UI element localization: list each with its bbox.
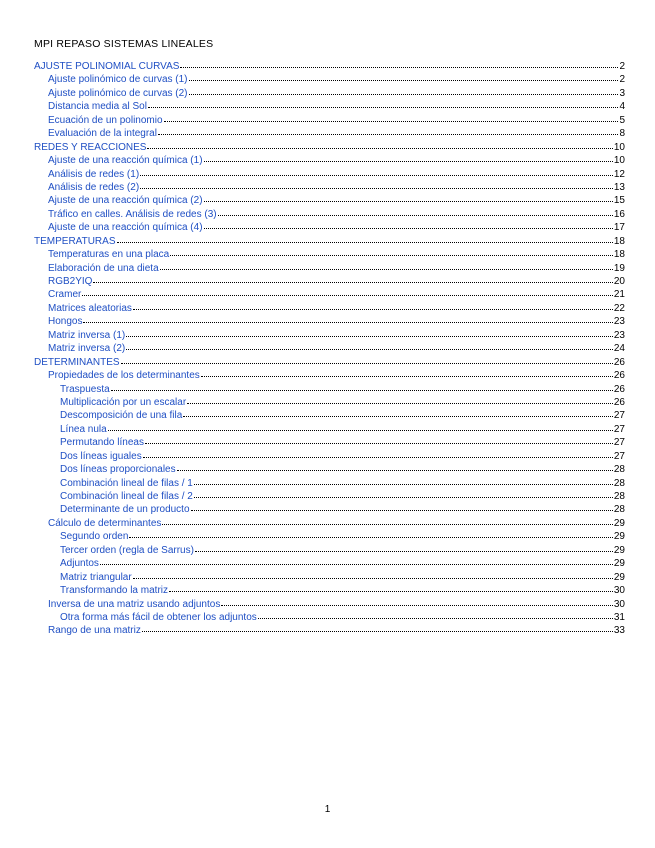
- toc-entry-page: 8: [619, 128, 625, 140]
- toc-dot-leader: [121, 354, 613, 364]
- toc-dot-leader: [204, 192, 613, 202]
- toc-entry-title[interactable]: Análisis de redes (1): [48, 168, 140, 180]
- toc-entry[interactable]: [34, 72, 625, 85]
- toc-entry-title[interactable]: Otra forma más fácil de obtener los adjuntos: [60, 611, 257, 623]
- toc-dot-leader: [100, 555, 613, 565]
- toc-entry-title[interactable]: Matriz inversa (1): [48, 329, 126, 341]
- toc-entry-title[interactable]: Hongos: [48, 316, 83, 328]
- toc-dot-leader: [183, 407, 613, 417]
- toc-entry-title[interactable]: Ajuste de una reacción química (4): [48, 222, 203, 234]
- toc-entry-page: 26: [613, 383, 625, 395]
- toc-entry[interactable]: [34, 220, 625, 233]
- toc-entry-title[interactable]: Descomposición de una fila: [60, 410, 183, 422]
- toc-entry[interactable]: [34, 234, 625, 247]
- toc-entry-page: 27: [613, 437, 625, 449]
- toc-dot-leader: [162, 515, 612, 525]
- toc-entry[interactable]: [34, 368, 625, 381]
- toc-dot-leader: [148, 98, 619, 108]
- toc-entry-page: 16: [613, 208, 625, 220]
- toc-entry[interactable]: [34, 153, 625, 166]
- toc-entry-title[interactable]: Tercer orden (regla de Sarrus): [60, 544, 194, 556]
- toc-entry-page: 18: [613, 235, 625, 247]
- toc-entry-title[interactable]: AJUSTE POLINOMIAL CURVAS: [34, 61, 180, 72]
- toc-entry-page: 5: [619, 114, 625, 126]
- toc-entry-title[interactable]: Determinante de un producto: [60, 504, 190, 516]
- toc-entry-title[interactable]: Matrices aleatorias: [48, 302, 132, 314]
- page-number: 1: [324, 804, 331, 815]
- toc-entry-title[interactable]: Ajuste polinómico de curvas (2): [48, 87, 188, 99]
- toc-entry-title[interactable]: Transformando la matriz: [60, 585, 168, 597]
- toc-entry-title[interactable]: Multiplicación por un escalar: [60, 396, 187, 408]
- toc-entry[interactable]: [34, 408, 625, 421]
- toc-entry[interactable]: [34, 59, 625, 72]
- toc-entry-page: 4: [619, 101, 625, 113]
- toc-entry-page: 3: [619, 87, 625, 99]
- toc-entry[interactable]: [34, 207, 625, 220]
- toc-entry-page: 23: [613, 329, 625, 341]
- toc-dot-leader: [158, 125, 618, 135]
- toc-dot-leader: [177, 461, 613, 471]
- toc-entry-page: 15: [613, 195, 625, 207]
- toc-entry-title[interactable]: Rango de una matriz: [48, 625, 141, 637]
- toc-entry[interactable]: [34, 529, 625, 542]
- toc-entry[interactable]: [34, 543, 625, 556]
- toc-entry-page: 27: [613, 423, 625, 435]
- document-title: MPI REPASO SISTEMAS LINEALES: [34, 38, 214, 50]
- toc-entry-title[interactable]: Matriz triangular: [60, 571, 132, 583]
- toc-entry-page: 30: [613, 585, 625, 597]
- toc-dot-leader: [221, 596, 613, 606]
- toc-entry[interactable]: [34, 341, 625, 354]
- toc-dot-leader: [133, 300, 613, 310]
- toc-dot-leader: [195, 542, 613, 552]
- toc-entry[interactable]: [34, 502, 625, 515]
- toc-dot-leader: [126, 327, 613, 337]
- toc-entry[interactable]: [34, 570, 625, 583]
- toc-entry-page: 28: [613, 477, 625, 489]
- toc-entry-title[interactable]: Cálculo de determinantes: [48, 517, 162, 529]
- toc-dot-leader: [169, 582, 613, 592]
- toc-entry[interactable]: [34, 382, 625, 395]
- toc-entry-page: 28: [613, 491, 625, 502]
- toc-entry-page: 27: [613, 450, 625, 462]
- toc-entry[interactable]: [34, 395, 625, 408]
- toc-entry[interactable]: [34, 328, 625, 341]
- toc-entry[interactable]: [34, 180, 625, 193]
- toc-entry-page: 29: [613, 571, 625, 583]
- toc-entry-page: 31: [613, 611, 625, 623]
- toc-dot-leader: [170, 246, 613, 256]
- toc-entry-page: 26: [613, 356, 625, 368]
- toc-entry[interactable]: [34, 314, 625, 327]
- toc-entry-title[interactable]: Análisis de redes (2): [48, 181, 140, 193]
- toc-entry-page: 22: [613, 302, 625, 314]
- toc-entry-page: 10: [613, 141, 625, 153]
- toc-entry-title[interactable]: Línea nula: [60, 423, 107, 435]
- toc-dot-leader: [108, 421, 613, 431]
- toc-dot-leader: [191, 501, 613, 511]
- toc-dot-leader: [147, 139, 612, 149]
- toc-dot-leader: [180, 58, 618, 68]
- toc-entry[interactable]: [34, 610, 625, 623]
- toc-dot-leader: [189, 85, 619, 95]
- toc-dot-leader: [218, 206, 613, 216]
- toc-entry-title[interactable]: Evaluación de la integral: [48, 128, 157, 140]
- toc-entry[interactable]: [34, 556, 625, 569]
- toc-entry-title[interactable]: Matriz inversa (2): [48, 343, 126, 355]
- toc-entry-page: 28: [613, 504, 625, 516]
- toc-entry-page: 13: [613, 181, 625, 193]
- toc-entry[interactable]: [34, 287, 625, 300]
- toc-entry-title[interactable]: Tráfico en calles. Análisis de redes (3): [48, 208, 217, 220]
- toc-entry-title[interactable]: Ajuste de una reacción química (1): [48, 155, 203, 167]
- toc-dot-leader: [194, 475, 613, 485]
- toc-entry[interactable]: [34, 274, 625, 287]
- toc-dot-leader: [142, 622, 613, 632]
- toc-entry-title[interactable]: RGB2YIQ: [48, 276, 93, 287]
- toc-entry-title[interactable]: DETERMINANTES: [34, 356, 120, 368]
- toc-entry-page: 19: [613, 262, 625, 274]
- toc-entry-title[interactable]: Adjuntos: [60, 558, 99, 570]
- toc-entry-page: 30: [613, 598, 625, 610]
- toc-entry-page: 29: [613, 517, 625, 529]
- toc-entry-title[interactable]: Ajuste polinómico de curvas (1): [48, 74, 188, 86]
- toc-dot-leader: [187, 394, 613, 404]
- toc-entry-page: 24: [613, 343, 625, 355]
- toc-entry-title[interactable]: REDES Y REACCIONES: [34, 141, 147, 153]
- toc-dot-leader: [82, 286, 613, 296]
- toc-entry-title[interactable]: Permutando líneas: [60, 437, 144, 449]
- toc-entry-page: 29: [613, 558, 625, 570]
- toc-dot-leader: [204, 219, 613, 229]
- toc-entry-page: 10: [613, 155, 625, 167]
- toc-entry-title[interactable]: Inversa de una matriz usando adjuntos: [48, 598, 221, 610]
- toc-entry-title[interactable]: Combinación lineal de filas / 1: [60, 477, 193, 489]
- toc-entry[interactable]: [34, 167, 625, 180]
- toc-dot-leader: [160, 260, 613, 270]
- toc-entry[interactable]: [34, 623, 625, 636]
- toc-entry[interactable]: [34, 86, 625, 99]
- toc-entry-page: 17: [613, 222, 625, 234]
- toc-entry-title[interactable]: Ecuación de un polinomio: [48, 114, 163, 126]
- toc-entry-page: 29: [613, 531, 625, 543]
- toc-entry[interactable]: [34, 462, 625, 475]
- toc-entry[interactable]: [34, 140, 625, 153]
- toc-dot-leader: [145, 434, 613, 444]
- toc-dot-leader: [111, 381, 613, 391]
- toc-entry-page: 27: [613, 410, 625, 422]
- toc-entry[interactable]: [34, 435, 625, 448]
- toc-entry[interactable]: [34, 355, 625, 368]
- toc-entry-page: 21: [613, 289, 625, 301]
- toc-entry-title[interactable]: Combinación lineal de filas / 2: [60, 491, 193, 502]
- toc-entry[interactable]: [34, 99, 625, 112]
- toc-entry[interactable]: [34, 476, 625, 489]
- toc-entry[interactable]: [34, 126, 625, 139]
- toc-entry-title[interactable]: Cramer: [48, 289, 82, 301]
- toc-entry[interactable]: [34, 301, 625, 314]
- toc-entry[interactable]: [34, 597, 625, 610]
- toc-entry-page: 26: [613, 370, 625, 382]
- toc-entry-page: 28: [613, 464, 625, 476]
- toc-dot-leader: [117, 233, 613, 243]
- table-of-contents: [34, 59, 625, 637]
- toc-dot-leader: [140, 166, 613, 176]
- toc-entry[interactable]: [34, 193, 625, 206]
- toc-entry[interactable]: [34, 113, 625, 126]
- toc-entry[interactable]: [34, 422, 625, 435]
- toc-entry[interactable]: [34, 247, 625, 260]
- toc-dot-leader: [126, 340, 613, 350]
- toc-entry-title[interactable]: Ajuste de una reacción química (2): [48, 195, 203, 207]
- toc-dot-leader: [189, 71, 619, 81]
- toc-dot-leader: [164, 112, 619, 122]
- toc-dot-leader: [133, 569, 613, 579]
- toc-entry-page: 23: [613, 316, 625, 328]
- toc-dot-leader: [204, 152, 613, 162]
- toc-entry-title[interactable]: Propiedades de los determinantes: [48, 370, 200, 382]
- toc-entry-page: 2: [619, 61, 625, 72]
- toc-entry-title[interactable]: TEMPERATURAS: [34, 235, 116, 247]
- toc-dot-leader: [143, 448, 613, 458]
- toc-dot-leader: [140, 179, 613, 189]
- toc-entry[interactable]: [34, 261, 625, 274]
- toc-entry-page: 33: [613, 625, 625, 637]
- toc-entry-page: 20: [613, 276, 625, 287]
- toc-entry-page: 12: [613, 168, 625, 180]
- toc-entry[interactable]: [34, 489, 625, 502]
- toc-entry-title[interactable]: Elaboración de una dieta: [48, 262, 159, 274]
- toc-dot-leader: [83, 313, 612, 323]
- toc-entry[interactable]: [34, 583, 625, 596]
- toc-dot-leader: [258, 609, 613, 619]
- toc-dot-leader: [194, 488, 613, 498]
- toc-entry-page: 29: [613, 544, 625, 556]
- toc-entry-page: 18: [613, 249, 625, 261]
- toc-entry-title[interactable]: Dos líneas proporcionales: [60, 464, 176, 476]
- toc-dot-leader: [93, 273, 612, 283]
- toc-entry-title[interactable]: Dos líneas iguales: [60, 450, 142, 462]
- toc-dot-leader: [201, 367, 613, 377]
- toc-entry-page: 2: [619, 74, 625, 86]
- toc-entry[interactable]: [34, 516, 625, 529]
- toc-entry-title[interactable]: Segundo orden: [60, 531, 129, 543]
- toc-entry-title[interactable]: Traspuesta: [60, 383, 110, 395]
- toc-dot-leader: [129, 528, 612, 538]
- toc-entry-title[interactable]: Distancia media al Sol: [48, 101, 147, 113]
- toc-entry-title[interactable]: Temperaturas en una placa: [48, 249, 170, 261]
- toc-entry[interactable]: [34, 449, 625, 462]
- toc-entry-page: 26: [613, 396, 625, 408]
